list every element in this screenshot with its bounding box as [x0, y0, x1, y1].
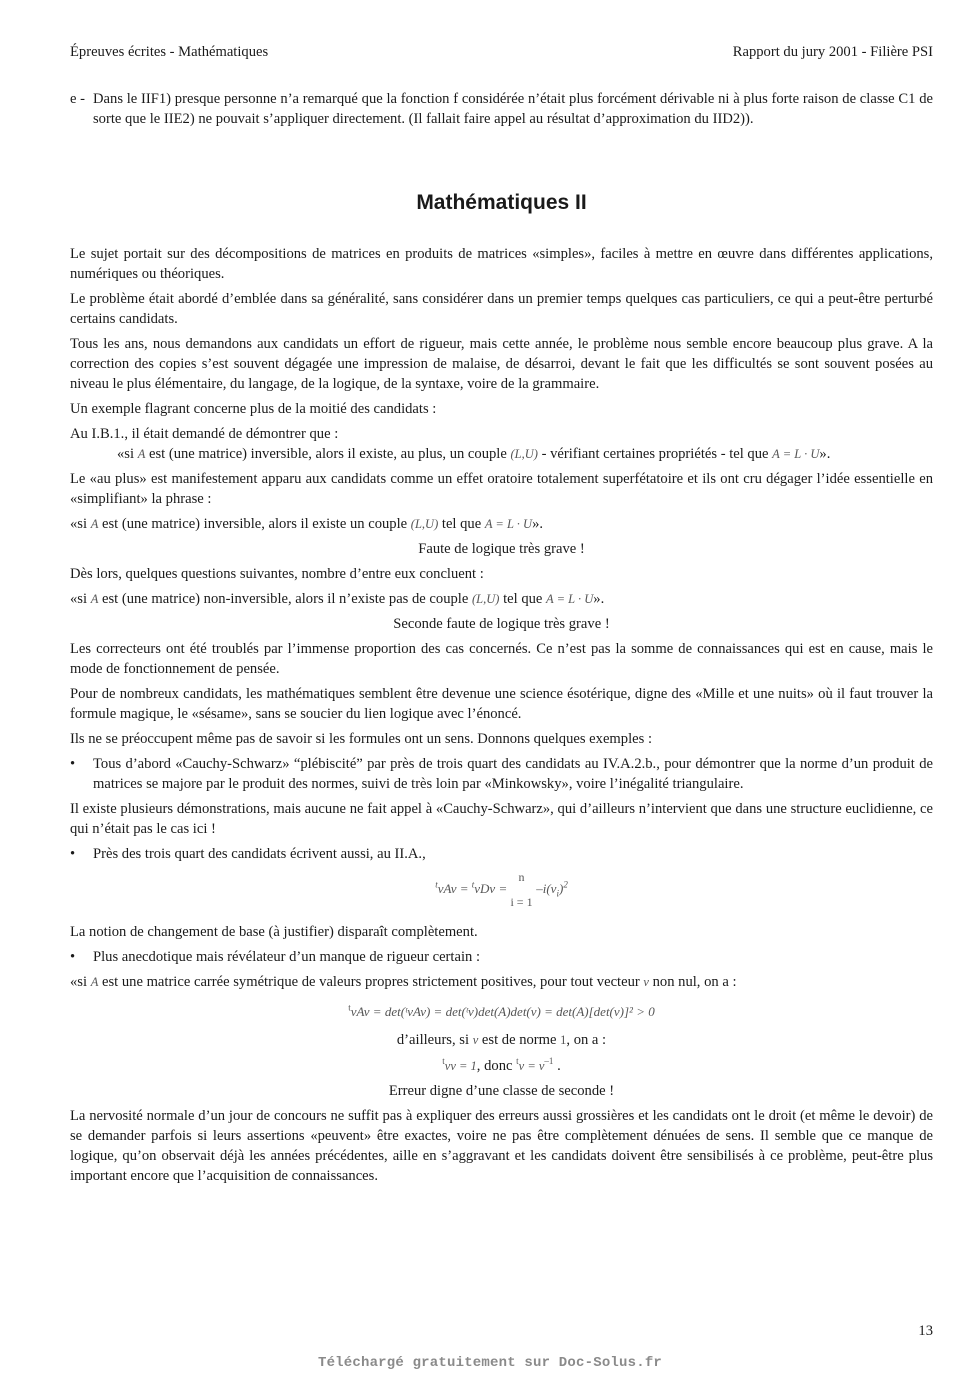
page-header [70, 42, 933, 64]
bullet-icon: • [70, 949, 76, 965]
paragraph-9: Pour de nombreux candidats, les mathématiques semblent être devenue une science ésotérique, digne des «Mille et une nuits» où il faut trouver la formule magique, le «sésame», sans se soucier du lien logique avec l’énoncé. [70, 686, 933, 722]
list-item-e [70, 89, 933, 129]
paragraph-4: Un exemple flagrant concerne plus de la moitié des candidats : [70, 401, 437, 417]
section-title: Mathématiques II [416, 191, 587, 214]
quote-4: «si A est une matrice carrée symétrique de valeurs propres strictement positives, pour tout vecteur v non nul, on a : [70, 974, 737, 990]
bullet-icon: • [70, 756, 76, 772]
paragraph-11: Il existe plusieurs démonstrations, mais aucune ne fait appel à «Cauchy-Schwarz», qui d’ailleurs n’intervient que dans une structure euclidienne, ce qui n’était pas le cas ici ! [70, 801, 933, 837]
header-left: Épreuves écrites - Mathématiques [70, 44, 269, 60]
bullet-3: • Plus anecdotique mais révélateur d’un manque de rigueur certain : [70, 949, 480, 965]
item-text: Dans le IIF1) presque personne n’a remarqué que la fonction f considérée n’était plus forcément dérivable ni à plus forte raison de classe C1 de sorte que le IIE2) ne pouvait s’appliquer directement. (Il fallait faire appel au résultat d’approximation du IID2)). [93, 91, 933, 127]
paragraph-6: Le «au plus» est manifestement apparu aux candidats comme un effet oratoire totalement superfétatoire et ils ont cru dégager l’idée essentielle en «simplifiant» la phrase : [70, 471, 933, 507]
fault-1: Faute de logique très grave ! [418, 541, 585, 557]
paragraph-13: La nervosité normale d’un jour de concours ne suffit pas à expliquer des erreurs aussi grossières et les candidats ont le droit (et même le devoir) de se demander parfois si leurs assertions «peuvent» être exactes, voire ne pas être complètement dénuées de sens. Il semble que ce manque de logique, qu’on observait déjà les années précédentes, aille en s’aggravant et les candidats doivent être sensibilisés à ce problème, peut-être plus important encore que l’acquisition de connaissances. [70, 1108, 933, 1184]
paragraph-2: Le problème était abordé d’emblée dans sa généralité, sans considérer dans un premier temps quelques cas particuliers, ce qui a peut-être perturbé certains candidats. [70, 291, 933, 327]
header-right: Rapport du jury 2001 - Filière PSI [732, 44, 933, 60]
sum-symbol: n i = 1 [510, 870, 533, 909]
paragraph-5: Au I.B.1., il était demandé de démontrer que : [70, 426, 339, 442]
page-number: 13 [918, 1323, 933, 1339]
bullet-2: • Près des trois quart des candidats écrivent aussi, au II.A., [70, 846, 426, 862]
page-content [70, 89, 933, 1191]
paragraph-3: Tous les ans, nous demandons aux candidats un effort de rigueur, mais cette année, le problème nous semble encore beaucoup plus grave. A la correction des copies s’est souvent dégagée une impression de malaise, de désarroi, devant le fait que les difficultés se sont souvent posées au niveau le plus élémentaire, du langage, de la logique, de la syntaxe, voire de la grammaire. [70, 336, 933, 392]
fault-2: Seconde faute de logique très grave ! [393, 616, 610, 632]
error-note: Erreur digne d’une classe de seconde ! [388, 1083, 615, 1099]
formula-3: $^t$vv = 1, donc $^tv = v^{-1}$ . [442, 1056, 561, 1074]
paragraph-7: Dès lors, quelques questions suivantes, nombre d’entre eux concluent : [70, 566, 484, 582]
footer-download-note: Téléchargé gratuitement sur Doc-Solus.fr [317, 1355, 663, 1371]
paragraph-12: La notion de changement de base (à justifier) disparaît complètement. [70, 924, 478, 940]
quote-2: «si A est (une matrice) inversible, alors il existe un couple (L,U) tel que A = L · U». [70, 516, 544, 532]
after-formula-2: d’ailleurs, si v est de norme 1, on a : [396, 1032, 607, 1048]
paragraph-1: Le sujet portait sur des décompositions de matrices en produits de matrices «simples», faciles à mettre en œuvre dans différentes applications, numériques ou théoriques. [70, 246, 933, 282]
paragraph-8: Les correcteurs ont été troublés par l’immense proportion des cas concernés. Ce n’est pas la somme de connaissances qui est en cause, mais le mode de fonctionnement de pensée. [70, 641, 933, 677]
quote-1: «si A est (une matrice) inversible, alors il existe, au plus, un couple (L,U) - vérifiant certaines propriétés - tel que A = L · U». [117, 446, 831, 462]
formula-2: $^t$vAv = det(ᵗvAv) = det(ᵗv)det(A)det(v) = det(A)[det(v)]² > 0 [348, 1002, 655, 1019]
bullet-icon: • [70, 846, 76, 862]
bullet-1: • Tous d’abord «Cauchy-Schwarz» “plébiscité” par près de trois quart des candidats au IV.A.2.b., pour démontrer que la norme d’un produit de matrices se majore par le produit des normes, suivi de très loin par «Minkowsky», voire l’inégalité triangulaire. [70, 756, 933, 792]
paragraph-10: Ils ne se préoccupent même pas de savoir si les formules ont un sens. Donnons quelques exemples : [70, 731, 652, 747]
formula-1: $^t$vAv = $^t$vDv = n i = 1 $-i(v_i)^2$ [435, 870, 568, 909]
quote-3: «si A est (une matrice) non-inversible, alors il n’existe pas de couple (L,U) tel que A = L · U». [70, 591, 605, 607]
item-label: e - [70, 91, 85, 107]
